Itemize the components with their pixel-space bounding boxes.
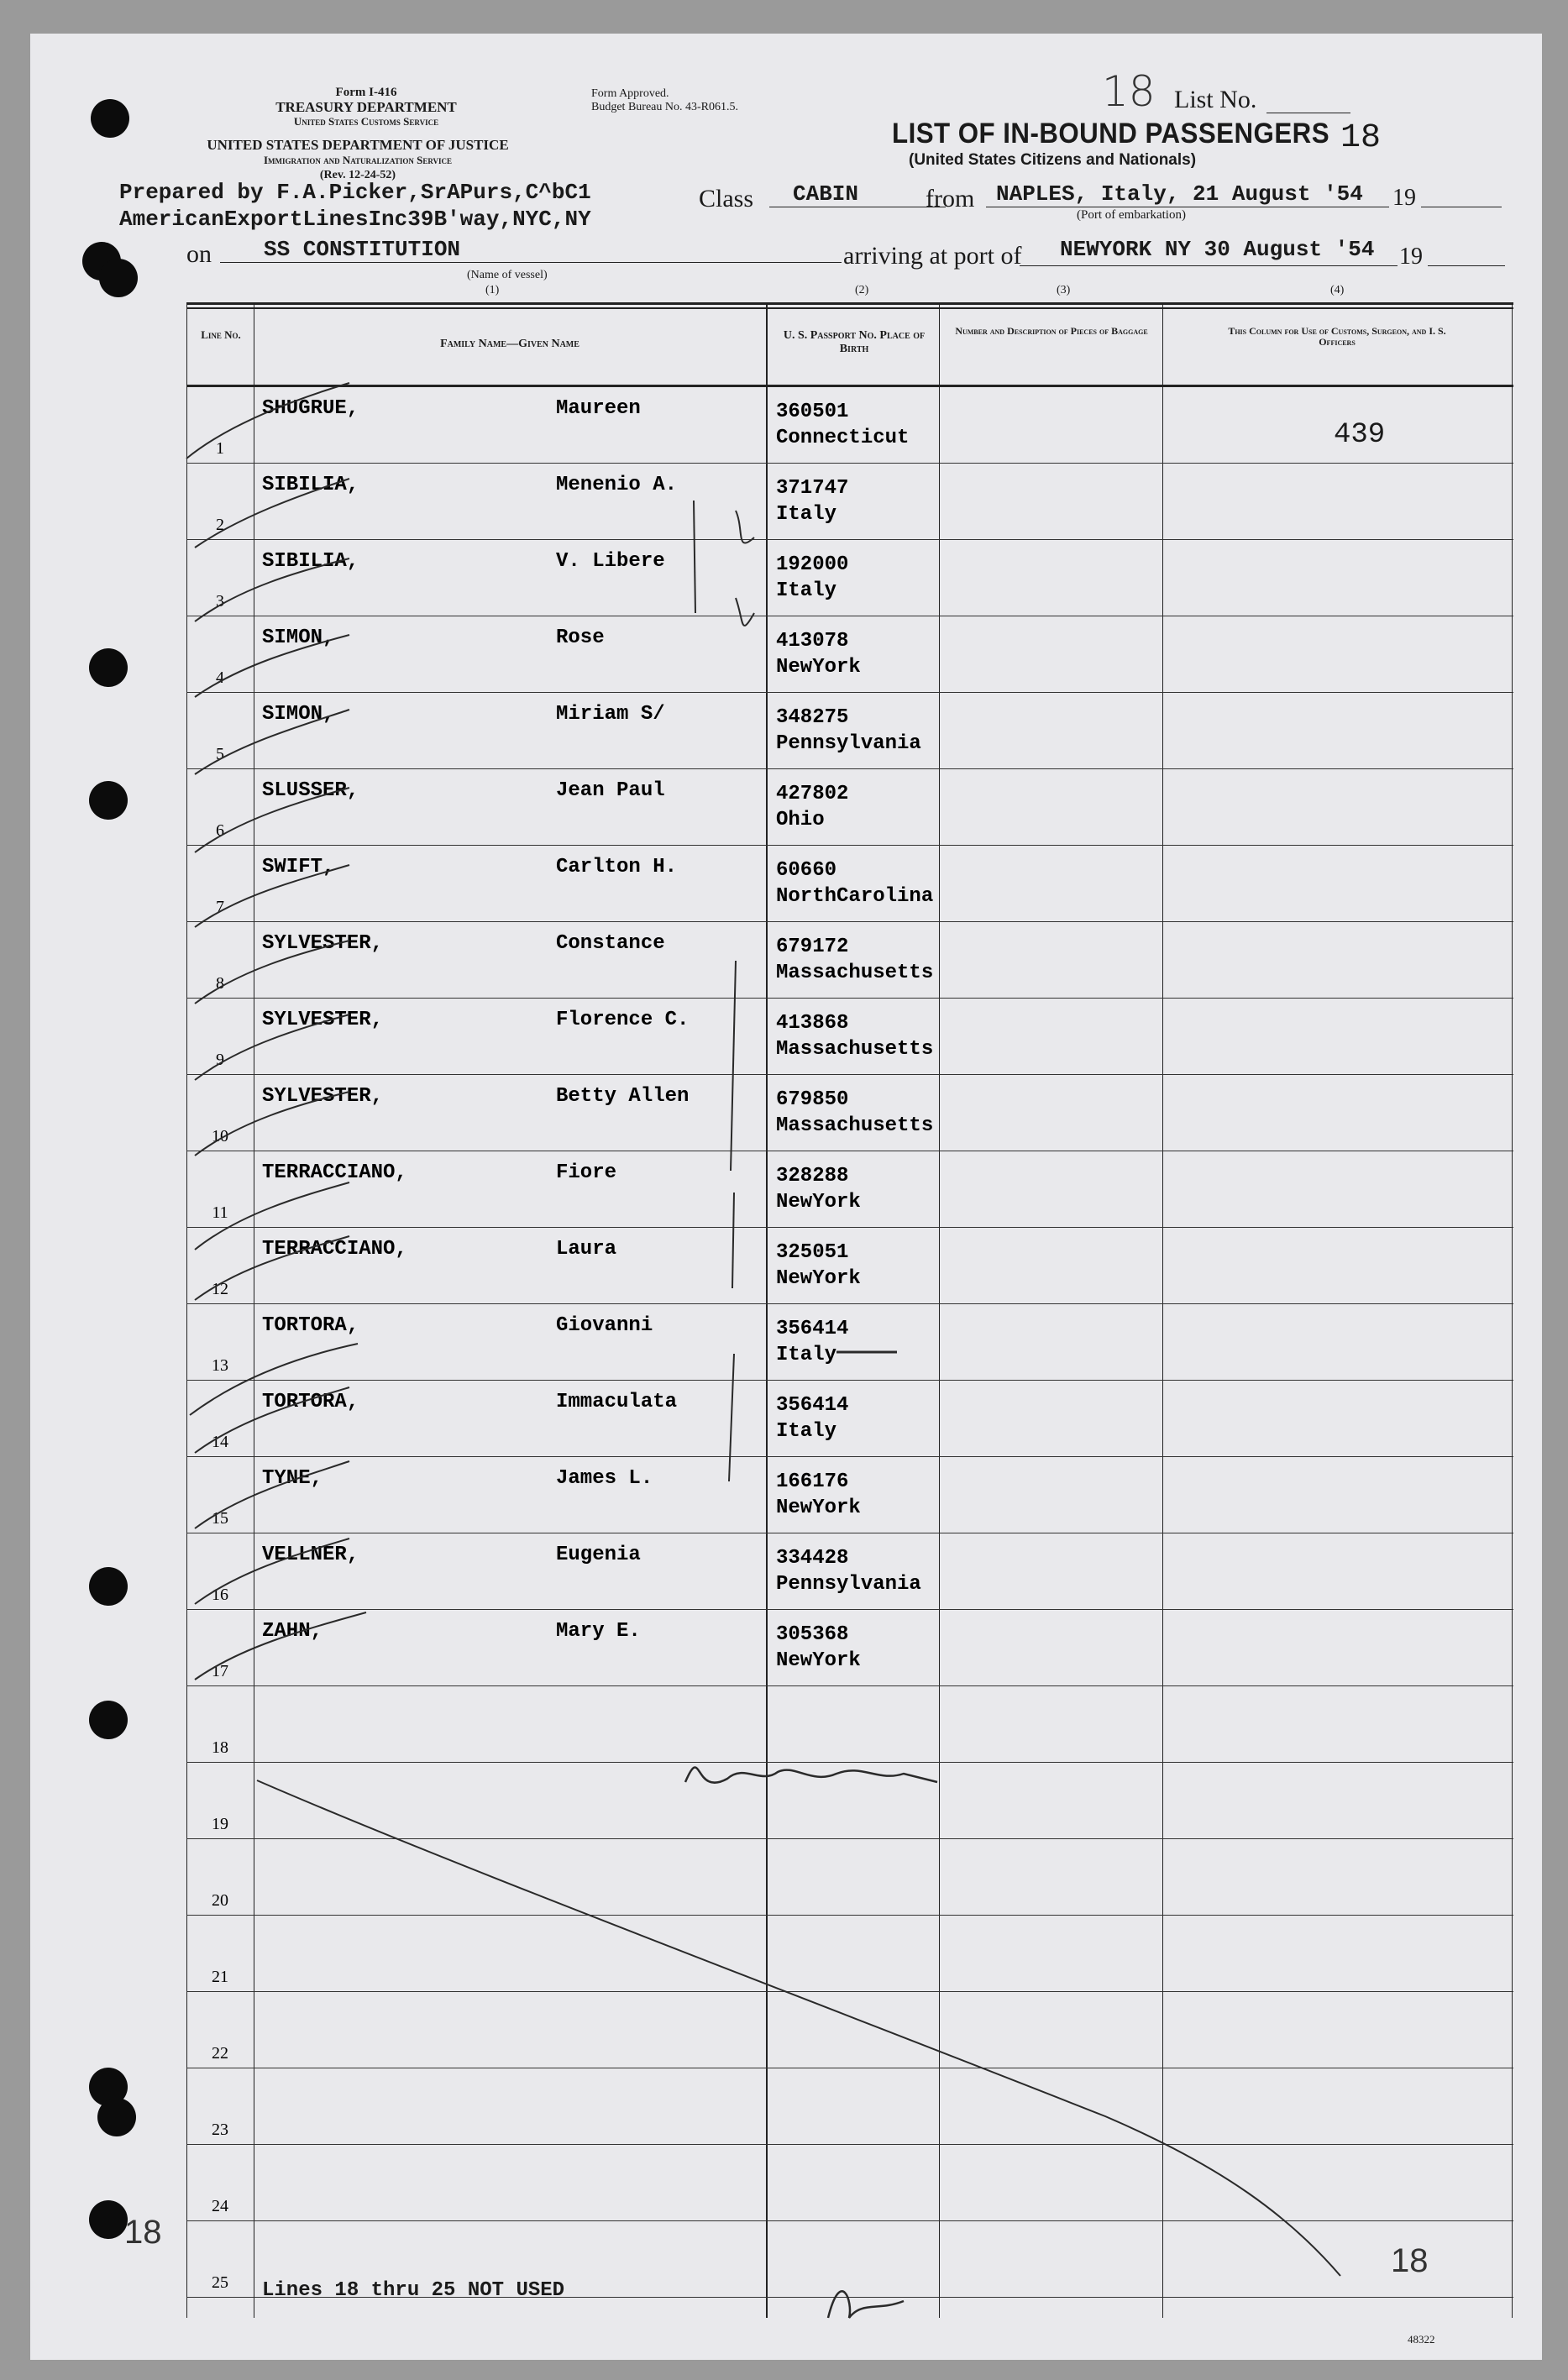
document-title: LIST OF IN-BOUND PASSENGERS [892, 118, 1330, 149]
family-name: SIMON, [262, 626, 335, 649]
on-label: on [186, 240, 212, 268]
document-sheet [30, 34, 1542, 2360]
justice-department: UNITED STATES DEPARTMENT OF JUSTICE [207, 137, 509, 153]
table-row [186, 1075, 1513, 1151]
table-row [186, 1457, 1513, 1533]
given-name: Maureen [556, 397, 641, 420]
place-of-birth: Massachusetts [776, 1114, 934, 1137]
line-number: 6 [216, 821, 224, 840]
line-number: 12 [212, 1280, 228, 1298]
header-baggage: Number and Description of Pieces of Baggage [955, 325, 1148, 337]
table-row [186, 1533, 1513, 1610]
passport-number: 325051 [776, 1241, 849, 1264]
line-number: 18 [212, 1738, 228, 1757]
passport-number: 360501 [776, 401, 849, 423]
line-number: 8 [216, 974, 224, 993]
punch-hole [89, 2200, 128, 2239]
handwritten-list-number: 18 [1102, 67, 1156, 116]
table-row [186, 1304, 1513, 1381]
arrival-port: NEWYORK NY 30 August '54 [1060, 237, 1375, 262]
given-name: Laura [556, 1238, 617, 1261]
header-officers: This Column for Use of Customs, Surgeon, and I. S. Officers [1228, 325, 1446, 348]
year-suffix-1: 19 [1392, 185, 1416, 211]
document-subtitle: (United States Citizens and Nationals) [909, 151, 1197, 169]
class-value: CABIN [793, 181, 859, 207]
line-number: 2 [216, 516, 224, 534]
list-number-value: 18 [1340, 119, 1382, 157]
passport-number: 679172 [776, 936, 849, 958]
family-name: VELLNER, [262, 1544, 359, 1566]
header-passport: U. S. Passport No. Place of Birth [783, 329, 926, 355]
port-of-embarkation: NAPLES, Italy, 21 August '54 [996, 181, 1363, 207]
vessel-note: (Name of vessel) [467, 269, 548, 281]
list-no-label: List No. [1174, 86, 1257, 113]
table-row [186, 999, 1513, 1075]
family-name: ZAHN, [262, 1620, 323, 1643]
place-of-birth: Pennsylvania [776, 732, 921, 755]
line-number: 15 [212, 1509, 228, 1528]
punch-hole [89, 781, 128, 820]
punch-hole [91, 99, 129, 138]
given-name: Betty Allen [556, 1085, 690, 1108]
table-row [186, 1151, 1513, 1228]
family-name: SYLVESTER, [262, 932, 384, 955]
family-name: TERRACCIANO, [262, 1161, 407, 1184]
family-name: TORTORA, [262, 1391, 359, 1413]
family-name: TORTORA, [262, 1314, 359, 1337]
table-row [186, 922, 1513, 999]
table-row [186, 616, 1513, 693]
given-name: Immaculata [556, 1391, 678, 1413]
col-number-4: (4) [1330, 284, 1345, 296]
place-of-birth: Ohio [776, 809, 825, 831]
arriving-label: arriving at port of [843, 242, 1022, 270]
place-of-birth: Pennsylvania [776, 1573, 921, 1596]
line-number: 13 [212, 1356, 228, 1375]
from-label: from [926, 185, 975, 212]
given-name: Menenio A. [556, 474, 678, 496]
given-name: V. Libere [556, 550, 665, 573]
given-name: Jean Paul [556, 779, 665, 802]
line-number: 1 [216, 439, 224, 458]
given-name: Miriam S/ [556, 703, 665, 726]
given-name: Constance [556, 932, 665, 955]
place-of-birth: NewYork [776, 1649, 861, 1672]
line-number: 17 [212, 1662, 228, 1680]
col-number-1: (1) [485, 284, 500, 296]
family-name: SHUGRUE, [262, 397, 359, 420]
margin-number: 18 [124, 2214, 162, 2251]
place-of-birth: NewYork [776, 1191, 861, 1214]
place-of-birth: Italy [776, 503, 837, 526]
place-of-birth: Massachusetts [776, 962, 934, 984]
passport-number: 356414 [776, 1318, 849, 1340]
corner-number: 18 [1391, 2242, 1429, 2279]
family-name: SYLVESTER, [262, 1009, 384, 1031]
customs-service: United States Customs Service [293, 115, 439, 128]
punch-hole [89, 648, 128, 687]
table-row [186, 1992, 1513, 2068]
vessel-name: SS CONSTITUTION [264, 237, 461, 262]
place-of-birth: NorthCarolina [776, 885, 934, 908]
form-number: Form I-416 [335, 86, 397, 99]
family-name: SLUSSER, [262, 779, 359, 802]
table-row [186, 1610, 1513, 1686]
line-number: 9 [216, 1051, 224, 1069]
treasury-department: TREASURY DEPARTMENT [275, 99, 457, 115]
place-of-birth: Massachusetts [776, 1038, 934, 1061]
passport-number: 166176 [776, 1470, 849, 1493]
given-name: Eugenia [556, 1544, 641, 1566]
header-line-no: Line No. [201, 328, 241, 341]
passport-number: 192000 [776, 553, 849, 576]
place-of-birth: Italy [776, 1420, 837, 1443]
line-number: 5 [216, 745, 224, 763]
line-number: 24 [212, 2197, 228, 2215]
form-revision: (Rev. 12-24-52) [319, 169, 396, 181]
place-of-birth: NewYork [776, 1267, 861, 1290]
table-row [186, 1763, 1513, 1839]
given-name: Florence C. [556, 1009, 690, 1031]
passport-number: 356414 [776, 1394, 849, 1417]
table-row [186, 2145, 1513, 2221]
place-of-birth: NewYork [776, 656, 861, 679]
budget-bureau: Budget Bureau No. 43-R061.5. [591, 101, 738, 113]
line-number: 22 [212, 2044, 228, 2063]
line-number: 19 [212, 1815, 228, 1833]
table-row [186, 769, 1513, 846]
punch-hole [89, 1567, 128, 1606]
given-name: Carlton H. [556, 856, 678, 878]
prepared-by: Prepared by F.A.Picker,SrAPurs,C^bC1 [119, 180, 591, 205]
year-suffix-2: 19 [1399, 244, 1423, 270]
port-embarkation-note: (Port of embarkation) [1077, 208, 1186, 222]
line-number: 4 [216, 668, 224, 687]
line-number: 11 [212, 1203, 228, 1222]
table-row [186, 1228, 1513, 1304]
place-of-birth: NewYork [776, 1497, 861, 1519]
family-name: SWIFT, [262, 856, 335, 878]
given-name: James L. [556, 1467, 653, 1490]
immigration-service: Immigration and Naturalization Service [263, 154, 453, 166]
table-row [186, 846, 1513, 922]
table-row [186, 693, 1513, 769]
passport-number: 348275 [776, 706, 849, 729]
passport-number: 413078 [776, 630, 849, 653]
col-number-3: (3) [1057, 284, 1071, 296]
given-name: Rose [556, 626, 605, 649]
lines-not-used-note: Lines 18 thru 25 NOT USED [262, 2279, 565, 2302]
passport-number: 334428 [776, 1547, 849, 1570]
passenger-table [186, 302, 1513, 2318]
form-approved: Form Approved. [591, 87, 669, 100]
given-name: Giovanni [556, 1314, 653, 1337]
punch-hole [97, 2098, 136, 2136]
table-row [186, 540, 1513, 616]
line-number: 14 [212, 1433, 228, 1451]
line-number: 16 [212, 1586, 228, 1604]
line-number: 10 [212, 1127, 228, 1145]
table-row [186, 464, 1513, 540]
line-number: 23 [212, 2121, 228, 2139]
line-number: 25 [212, 2273, 228, 2292]
col-number-2: (2) [855, 284, 869, 296]
family-name: SIBILIA, [262, 550, 359, 573]
family-name: TERRACCIANO, [262, 1238, 407, 1261]
table-row [186, 1839, 1513, 1916]
passport-number: 427802 [776, 783, 849, 805]
form-code: 48322 [1408, 2333, 1435, 2346]
family-name: SYLVESTER, [262, 1085, 384, 1108]
family-name: TYNE, [262, 1467, 323, 1490]
passport-number: 679850 [776, 1088, 849, 1111]
punch-hole [89, 1701, 128, 1739]
table-row [186, 387, 1513, 464]
line-number: 20 [212, 1891, 228, 1910]
passport-number: 305368 [776, 1623, 849, 1646]
table-row [186, 2068, 1513, 2145]
passport-number: 413868 [776, 1012, 849, 1035]
table-row [186, 1381, 1513, 1457]
line-number: 7 [216, 898, 224, 916]
class-label: Class [699, 185, 754, 212]
place-of-birth: Italy [776, 579, 837, 602]
passport-number: 60660 [776, 859, 837, 882]
place-of-birth: Connecticut [776, 427, 910, 449]
officer-note: 439 [1334, 419, 1386, 451]
place-of-birth: Italy [776, 1344, 837, 1366]
punch-hole [99, 259, 138, 297]
company-address: AmericanExportLinesInc39B'way,NYC,NY [119, 207, 591, 232]
family-name: SIMON, [262, 703, 335, 726]
passport-number: 328288 [776, 1165, 849, 1187]
family-name: SIBILIA, [262, 474, 359, 496]
given-name: Fiore [556, 1161, 617, 1184]
header-name: Family Name—Given Name [440, 338, 579, 350]
passport-number: 371747 [776, 477, 849, 500]
table-row [186, 1916, 1513, 1992]
line-number: 3 [216, 592, 224, 611]
table-row [186, 1686, 1513, 1763]
line-number: 21 [212, 1968, 228, 1986]
given-name: Mary E. [556, 1620, 641, 1643]
